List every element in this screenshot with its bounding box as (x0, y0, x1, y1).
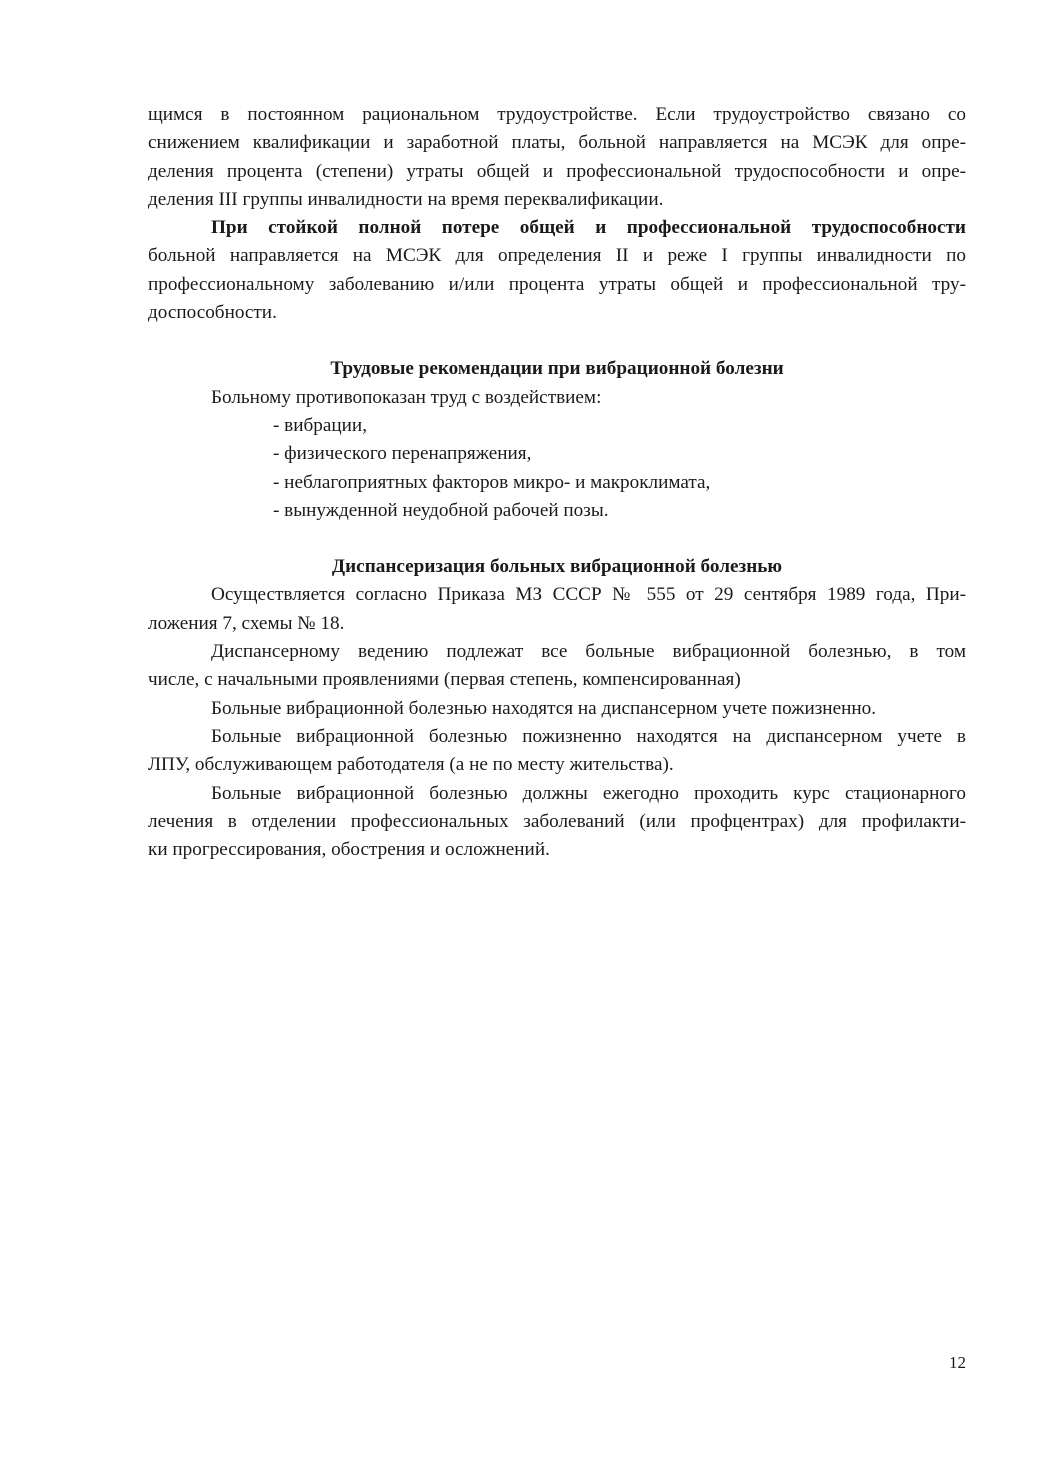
text-line: доспособности. (148, 302, 277, 324)
text-line: профессиональному заболеванию и/или процента утраты общей и профессиональной тру- (148, 273, 966, 295)
text-line: ложения 7, схемы № 18. (148, 612, 345, 634)
section-work-recommendations (148, 355, 966, 525)
list-item: - вынужденной неудобной рабочей позы. (273, 499, 609, 521)
list-item: - вибрации, (273, 414, 367, 436)
list-item: - физического перенапряжения, (273, 443, 532, 465)
paragraph-employment (148, 101, 966, 214)
section-intro: Больному противопоказан труд с воздействием: (211, 386, 602, 408)
section-heading: Трудовые рекомендации при вибрационной болезни (330, 358, 784, 380)
text-line: Осуществляется согласно Приказа МЗ СССР № 555 от 29 сентября 1989 года, При- (211, 584, 966, 606)
text-line: Больные вибрационной болезнью должны ежегодно проходить курс стационарного (211, 782, 966, 804)
section-heading: Диспансеризация больных вибрационной болезнью (331, 556, 783, 578)
page-number: 12 (949, 1353, 966, 1372)
document-body (148, 101, 966, 864)
text-line: Больные вибрационной болезнью находятся на диспансерном учете пожизненно. (211, 697, 877, 719)
text-line: Диспансерному ведению подлежат все больные вибрационной болезнью, в том (211, 641, 966, 663)
paragraph-total-loss (148, 214, 966, 327)
text-line: лечения в отделении профессиональных заболеваний (или профцентрах) для профилакти- (148, 810, 966, 832)
text-line: ки прогрессирования, обострения и осложнений. (148, 839, 550, 861)
text-line: щимся в постоянном рациональном трудоустройстве. Если трудоустройство связано со (148, 104, 966, 125)
list-item: - неблагоприятных факторов микро- и макроклимата, (273, 471, 711, 493)
text-line: больной направляется на МСЭК для определения II и реже I группы инвалидности по (148, 245, 966, 267)
bold-lead-line: При стойкой полной потере общей и профессиональной трудоспособности (211, 217, 966, 239)
text-line: деления III группы инвалидности на время переквалификации. (148, 188, 664, 210)
text-line: деления процента (степени) утраты общей и профессиональной трудоспособности и опре- (148, 160, 966, 182)
text-line: ЛПУ, обслуживающем работодателя (а не по месту жительства). (148, 754, 674, 776)
section-dispensary (148, 553, 966, 864)
text-line: снижением квалификации и заработной платы, больной направляется на МСЭК для опре- (148, 132, 966, 154)
text-line: Больные вибрационной болезнью пожизненно находятся на диспансерном учете в (211, 725, 966, 747)
text-line: числе, с начальными проявлениями (первая степень, компенсированная) (148, 669, 741, 691)
